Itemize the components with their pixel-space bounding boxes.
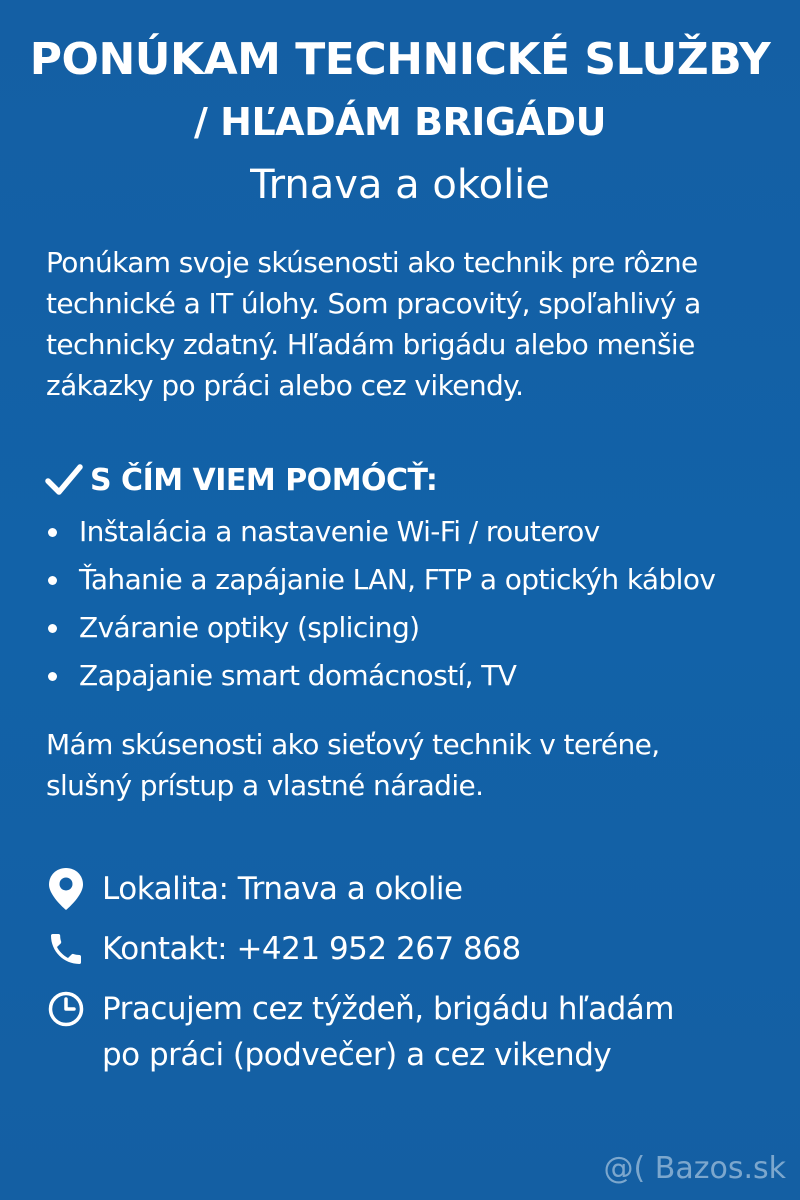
intro-line: zákazky po práci alebo cez vikendy. [46, 369, 524, 402]
services-heading-text: S ČÍM VIEM POMÓCŤ: [90, 462, 438, 498]
services-heading [44, 458, 437, 502]
intro-paragraph [46, 242, 766, 406]
hours-line: po práci (podvečer) a cez vikendy [102, 1037, 612, 1073]
hours-row [46, 986, 674, 1078]
list-item-text: Zváranie optiky (splicing) [79, 611, 420, 644]
location-row [46, 866, 463, 912]
phone-text: Kontakt: +421 952 267 868 [102, 931, 521, 967]
watermark: @( Bazos.sk [603, 1151, 786, 1186]
location-pin-icon [46, 866, 92, 912]
clock-icon [46, 986, 92, 1032]
list-item [44, 556, 784, 604]
bullet-icon [48, 576, 57, 585]
intro-line: technické a IT úlohy. Som pracovitý, spoľahlivý a [46, 287, 701, 320]
experience-line: slušný prístup a vlastné náradie. [46, 769, 484, 802]
list-item [44, 604, 784, 652]
list-item [44, 508, 784, 556]
phone-icon [46, 926, 92, 972]
list-item [44, 652, 784, 700]
experience-line: Mám skúsenosti ako sieťový technik v teréne, [46, 728, 660, 761]
bullet-icon [48, 528, 57, 537]
title-line-2: / HĽADÁM BRIGÁDU [194, 100, 606, 144]
title-line-1: PONÚKAM TECHNICKÉ SLUŽBY [29, 34, 771, 85]
intro-line: Ponúkam svoje skúsenosti ako technik pre rôzne [46, 246, 698, 279]
location-text: Lokalita: Trnava a okolie [102, 871, 463, 907]
location-subtitle: Trnava a okolie [250, 162, 550, 208]
services-list [44, 508, 784, 700]
hours-line: Pracujem cez týždeň, brigádu hľadám [102, 991, 674, 1027]
bullet-icon [48, 624, 57, 633]
experience-paragraph [46, 724, 766, 806]
bullet-icon [48, 672, 57, 681]
intro-line: technicky zdatný. Hľadám brigádu alebo menšie [46, 328, 695, 361]
check-icon [44, 462, 84, 498]
list-item-text: Inštalácia a nastavenie Wi-Fi / routerov [79, 515, 600, 548]
phone-row [46, 926, 521, 972]
list-item-text: Ťahanie a zapájanie LAN, FTP a optickýh káblov [79, 563, 716, 596]
list-item-text: Zapajanie smart domácností, TV [79, 659, 517, 692]
